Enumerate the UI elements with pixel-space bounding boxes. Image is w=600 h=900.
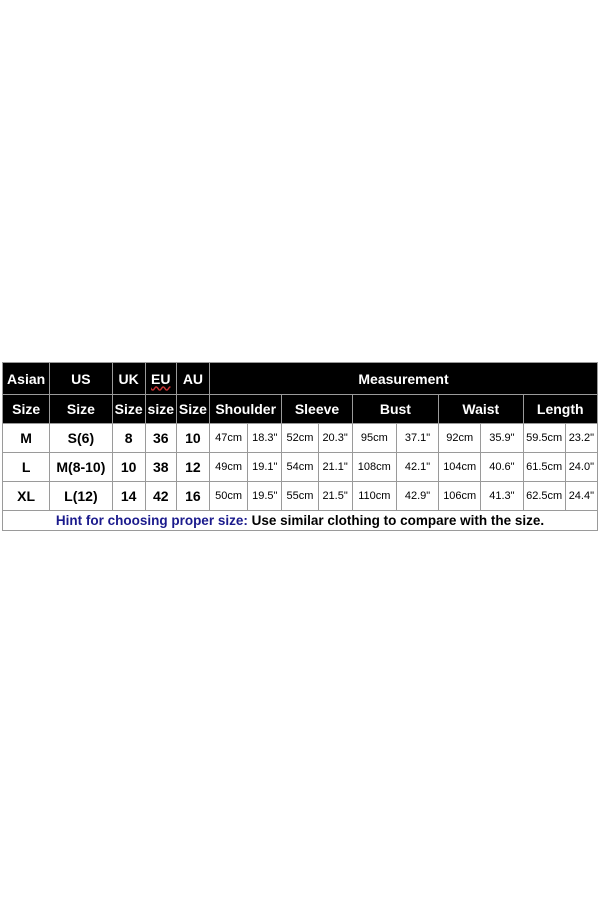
table-row: [3, 453, 598, 482]
bust-cm-cell: 110cm: [352, 482, 396, 511]
length-in-cell: 24.4": [565, 482, 597, 511]
us-size-header-line1: US: [50, 363, 112, 395]
au-size-cell: 10: [176, 424, 209, 453]
shoulder-in-cell: 19.5": [248, 482, 282, 511]
shoulder-in-cell: 19.1": [248, 453, 282, 482]
hint-text: Use similar clothing to compare with the size.: [247, 513, 545, 528]
length-cm-cell: 62.5cm: [523, 482, 565, 511]
uk-size-header-line1: UK: [112, 363, 145, 395]
uk-size-cell: 8: [112, 424, 145, 453]
waist-cm-cell: 106cm: [439, 482, 481, 511]
us-size-cell: M(8-10): [50, 453, 112, 482]
bust-in-cell: 37.1": [396, 424, 438, 453]
bust-in-cell: 42.1": [396, 453, 438, 482]
length-cm-cell: 61.5cm: [523, 453, 565, 482]
shoulder-header: Shoulder: [210, 395, 282, 424]
us-size-cell: S(6): [50, 424, 112, 453]
shoulder-in-cell: 18.3": [248, 424, 282, 453]
waist-in-cell: 41.3": [481, 482, 523, 511]
bust-header: Bust: [352, 395, 438, 424]
eu-size-header-line2: size: [145, 395, 176, 424]
au-size-cell: 12: [176, 453, 209, 482]
au-size-header-line2: Size: [176, 395, 209, 424]
eu-size-header-line1: [145, 363, 176, 395]
bust-cm-cell: 108cm: [352, 453, 396, 482]
asian-size-cell: L: [3, 453, 50, 482]
sleeve-cm-cell: 54cm: [282, 453, 318, 482]
sleeve-cm-cell: 52cm: [282, 424, 318, 453]
waist-cm-cell: 92cm: [439, 424, 481, 453]
au-size-cell: 16: [176, 482, 209, 511]
us-size-cell: L(12): [50, 482, 112, 511]
hint-cell: [3, 511, 598, 531]
length-in-cell: 24.0": [565, 453, 597, 482]
waist-cm-cell: 104cm: [439, 453, 481, 482]
au-size-header-line1: AU: [176, 363, 209, 395]
bust-cm-cell: 95cm: [352, 424, 396, 453]
eu-label: EU: [151, 370, 171, 387]
asian-size-header-line2: Size: [3, 395, 50, 424]
asian-size-header-line1: Asian: [3, 363, 50, 395]
shoulder-cm-cell: 47cm: [210, 424, 248, 453]
waist-in-cell: 40.6": [481, 453, 523, 482]
sleeve-in-cell: 20.3": [318, 424, 352, 453]
hint-label: Hint for choosing proper size:: [55, 513, 248, 528]
eu-size-cell: 38: [145, 453, 176, 482]
uk-size-cell: 10: [112, 453, 145, 482]
sleeve-in-cell: 21.5": [318, 482, 352, 511]
table-row: [3, 424, 598, 453]
shoulder-cm-cell: 50cm: [210, 482, 248, 511]
header-row-1: [3, 363, 598, 395]
sleeve-header: Sleeve: [282, 395, 352, 424]
hint-row: [3, 511, 598, 531]
waist-header: Waist: [439, 395, 523, 424]
eu-size-cell: 42: [145, 482, 176, 511]
length-cm-cell: 59.5cm: [523, 424, 565, 453]
asian-size-cell: XL: [3, 482, 50, 511]
header-row-2: [3, 395, 598, 424]
shoulder-cm-cell: 49cm: [210, 453, 248, 482]
uk-size-header-line2: Size: [112, 395, 145, 424]
measurement-title: Measurement: [210, 363, 598, 395]
eu-size-cell: 36: [145, 424, 176, 453]
asian-size-cell: M: [3, 424, 50, 453]
table-row: [3, 482, 598, 511]
sleeve-in-cell: 21.1": [318, 453, 352, 482]
us-size-header-line2: Size: [50, 395, 112, 424]
sleeve-cm-cell: 55cm: [282, 482, 318, 511]
length-header: Length: [523, 395, 597, 424]
waist-in-cell: 35.9": [481, 424, 523, 453]
bust-in-cell: 42.9": [396, 482, 438, 511]
uk-size-cell: 14: [112, 482, 145, 511]
length-in-cell: 23.2": [565, 424, 597, 453]
size-chart-table: [2, 362, 598, 531]
